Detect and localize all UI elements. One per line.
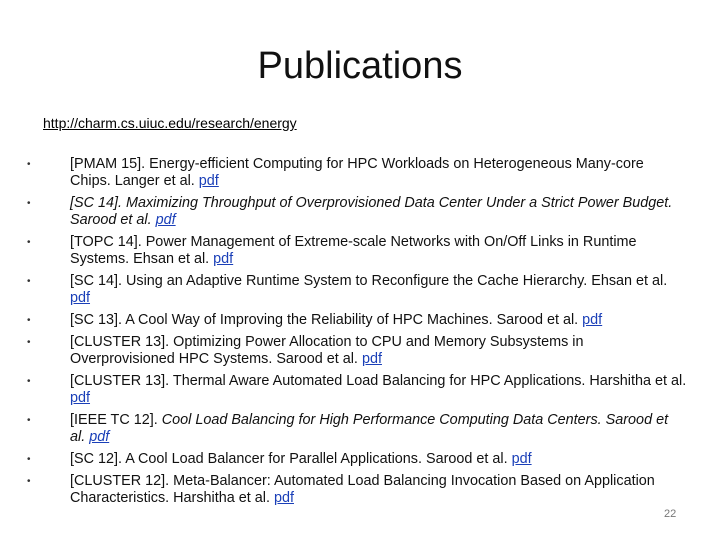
publication-item	[27, 412, 687, 446]
bullet-icon: •	[27, 159, 31, 170]
bullet-icon: •	[27, 315, 31, 326]
publication-text: [PMAM 15]. Energy-efficient Computing for HPC Workloads on Heterogeneous Many-core Chips. Langer et al.	[70, 156, 644, 190]
pdf-link[interactable]: pdf	[70, 390, 91, 406]
publication-text: [CLUSTER 13]. Optimizing Power Allocation to CPU and Memory Subsystems in Overprovisioned HPC Systems. Sarood et al.	[70, 333, 584, 367]
pdf-link[interactable]: pdf	[361, 351, 382, 367]
publication-item	[27, 373, 687, 407]
slide-title: Publications	[257, 45, 463, 87]
publication-item	[27, 334, 687, 368]
publication-text: [CLUSTER 12]. Meta-Balancer: Automated Load Balancing Invocation Based on Application Characteristics. Harshitha et al.	[70, 472, 655, 506]
publication-text: [TOPC 14]. Power Management of Extreme-scale Networks with On/Off Links in Runtime Systems. Ehsan et al.	[70, 234, 637, 268]
pdf-link[interactable]: pdf	[198, 173, 219, 190]
publication-text: [SC 12]. A Cool Load Balancer for Parallel Applications. Sarood et al.	[70, 450, 512, 467]
bullet-icon: •	[27, 198, 31, 209]
publication-text: [CLUSTER 13]. Thermal Aware Automated Load Balancing for HPC Applications. Harshitha et al.	[70, 372, 687, 389]
publication-text: [SC 13]. A Cool Way of Improving the Reliability of HPC Machines. Sarood et al.	[70, 312, 583, 328]
publication-item	[27, 273, 687, 307]
pdf-link[interactable]: pdf	[582, 312, 603, 328]
publication-item	[27, 473, 687, 507]
publication-text: [SC 14]. Using an Adaptive Runtime System to Reconfigure the Cache Hierarchy. Ehsan et al.	[70, 273, 668, 289]
pdf-link[interactable]: pdf	[89, 429, 110, 445]
publication-text: [SC 14]. Maximizing Throughput of Overprovisioned Data Center Under a Strict Power Budget. Sarood et al.	[70, 195, 673, 229]
pdf-link[interactable]: pdf	[273, 489, 294, 506]
research-url-link[interactable]: http://charm.cs.uiuc.edu/research/energy	[43, 115, 297, 131]
bullet-icon: •	[27, 475, 31, 487]
bullet-icon: •	[27, 453, 31, 465]
publication-venue: [IEEE TC 12].	[70, 411, 162, 428]
pdf-link[interactable]: pdf	[511, 450, 532, 467]
publication-item	[27, 195, 687, 229]
publication-text: Cool Load Balancing for High Performance Computing Data Centers. Sarood et al.	[70, 411, 669, 445]
publication-list	[27, 156, 687, 512]
pdf-link[interactable]: pdf	[213, 251, 234, 268]
publication-item	[27, 156, 687, 190]
pdf-link[interactable]: pdf	[155, 212, 176, 229]
publication-item	[27, 234, 687, 268]
bullet-icon: •	[27, 276, 31, 287]
bullet-icon: •	[27, 375, 31, 387]
bullet-icon: •	[27, 336, 31, 348]
bullet-icon: •	[27, 237, 31, 248]
publication-item	[27, 451, 687, 468]
bullet-icon: •	[27, 414, 31, 426]
pdf-link[interactable]: pdf	[70, 290, 91, 307]
publication-item	[27, 312, 687, 329]
slide-number: 22	[664, 508, 677, 520]
